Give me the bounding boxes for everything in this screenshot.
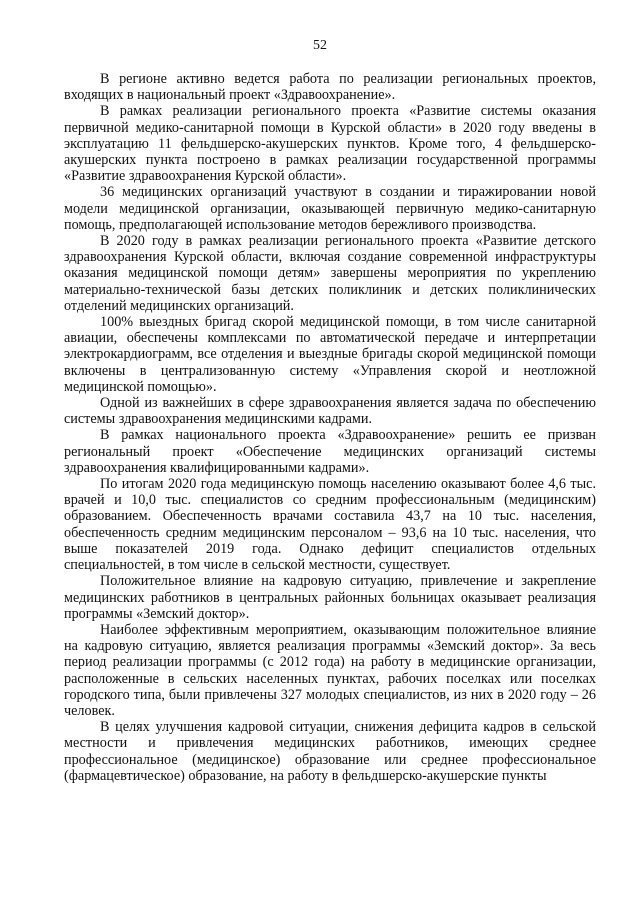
paragraph-positive-influence: Положительное влияние на кадровую ситуацию, привлечение и закрепление медицинских работников в центральных районных больницах оказывает реализация программы «Земский доктор». bbox=[64, 573, 596, 622]
paragraph-staffing-task: Одной из важнейших в сфере здравоохранения является задача по обеспечению системы здравоохранения медицинскими кадрами. bbox=[64, 395, 596, 428]
paragraph-primary-care-project: В рамках реализации регионального проекта «Развитие системы оказания первичной медико-санитарной помощи в Курской области» в 2020 году введены в эксплуатацию 11 фельдшерско-акушерских пунктов. Кроме того, 4 фельдшерско-акушерских пункта построено в рамках реализации государственной программы «Развитие здравоохранения Курской области». bbox=[64, 103, 596, 185]
paragraph-emergency-teams: 100% выездных бригад скорой медицинской помощи, в том числе санитарной авиации, обеспечены комплексами по автоматической передаче и интерпретации электрокардиограмм, все отделения и выездные бригады скорой медицинской помощи включены в централизованную систему «Управления скорой и неотложной медицинской помощью». bbox=[64, 314, 596, 395]
paragraph-zemsky-doctor: Наиболее эффективным мероприятием, оказывающим положительное влияние на кадровую ситуацию, является реализация программы «Земский доктор». За весь период реализации программы (с 2012 года) на работу в медицинские организации, расположенные в сельских населенных пунктах, рабочих поселках или поселках городского типа, были привлечены 327 молодых специалистов, из них в 2020 году – 26 человек. bbox=[64, 621, 596, 719]
paragraph-staffing-project: В рамках национального проекта «Здравоохранение» решить ее призван региональный проект «Обеспечение медицинских организаций системы здравоохранения квалифицированными кадрами». bbox=[64, 427, 596, 476]
paragraph-rural-staffing: В целях улучшения кадровой ситуации, снижения дефицита кадров в сельской местности и привлечения медицинских работников, имеющих среднее профессиональное (медицинское) образование или среднее профессиональное (фармацевтическое) образование, на работу в фельдшерско-акушерские пункты bbox=[64, 719, 596, 784]
paragraph-2020-results: По итогам 2020 года медицинскую помощь населению оказывают более 4,6 тыс. врачей и 10,0 тыс. специалистов со средним профессиональным (медицинским) образованием. Обеспеченность врачами составила 43,7 на 10 тыс. населения, обеспеченность средним медицинским персоналом – 93,6 на 10 тыс. населения, что выше показателей 2019 года. Однако дефицит специалистов отдельных специальностей, в том числе в сельской местности, существует. bbox=[64, 476, 596, 574]
page-number: 52 bbox=[313, 38, 327, 53]
paragraph-lean-model: 36 медицинских организаций участвуют в создании и тиражировании новой модели медицинской организации, оказывающей первичную медико-санитарную помощь, предполагающей использование методов бережливого производства. bbox=[64, 184, 596, 233]
body-text bbox=[64, 71, 596, 784]
paragraph-children-healthcare: В 2020 году в рамках реализации регионального проекта «Развитие детского здравоохранения Курской области, включая создание современной инфраструктуры оказания медицинской помощи детям» завершены мероприятия по укреплению материально-технической базы детских поликлиник и детских поликлинических отделений медицинских организаций. bbox=[64, 233, 596, 314]
paragraph-regional-projects: В регионе активно ведется работа по реализации региональных проектов, входящих в национальный проект «Здравоохранение». bbox=[64, 71, 596, 104]
